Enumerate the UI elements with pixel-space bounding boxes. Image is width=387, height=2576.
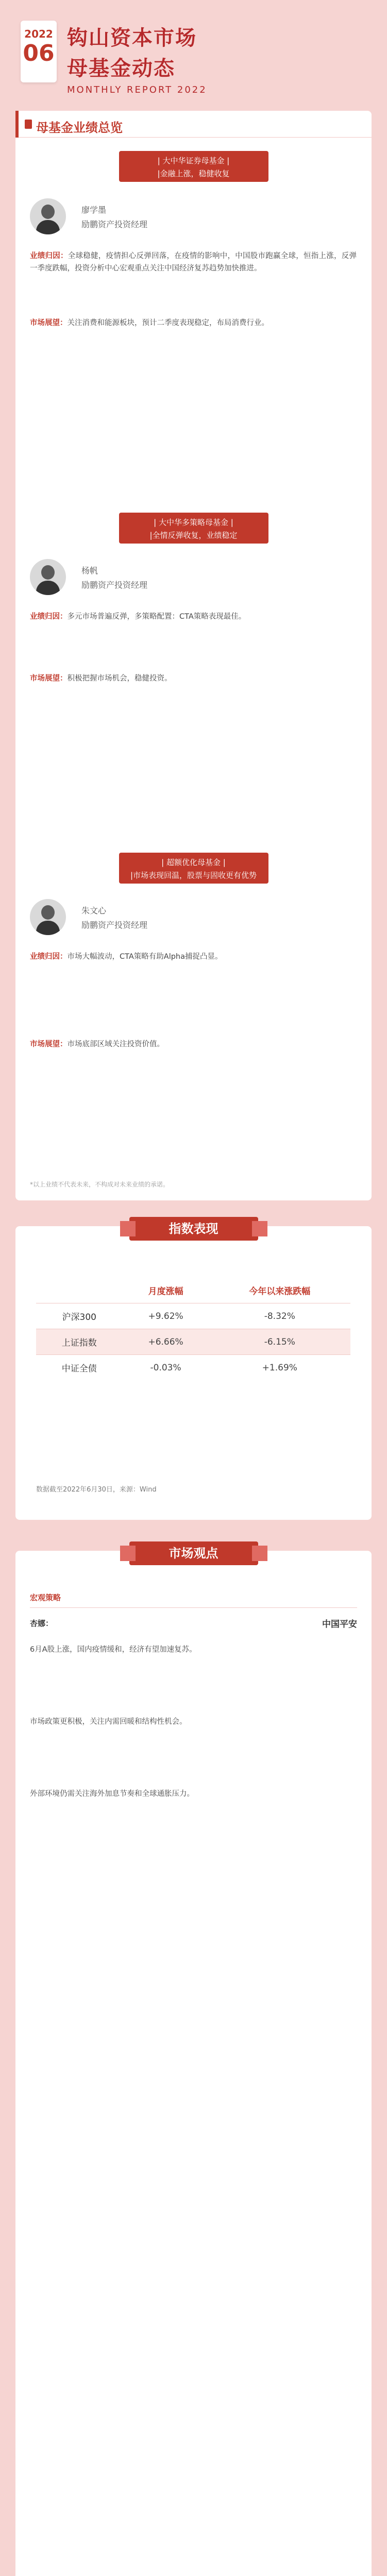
- performance-paragraph: 业绩归因：市场大幅波动，CTA策略有助Alpha捕捉凸显。: [30, 953, 223, 961]
- category-sub: |金融上涨，稳健收复: [157, 169, 230, 178]
- table-header: 今年以来涨跌幅: [249, 1286, 311, 1297]
- manager-name: 杨帆: [81, 566, 98, 575]
- index-name: 沪深300: [36, 1303, 123, 1329]
- section-title: 指数表现: [129, 1217, 258, 1241]
- index-name: 上证指数: [36, 1329, 123, 1355]
- divider: [30, 1607, 357, 1608]
- category-box: [119, 151, 268, 182]
- index-performance-card: [15, 1222, 372, 1520]
- table-header-row: [36, 1278, 350, 1303]
- date-badge: [21, 21, 57, 82]
- month-change: +6.66%: [123, 1329, 209, 1355]
- avatar: [30, 198, 66, 234]
- outlook-paragraph: 市场展望：关注消费和能源板块，预计二季度表现稳定，布局消费行业。: [30, 319, 269, 327]
- manager-role: 励鹏资产投资经理: [81, 580, 148, 590]
- company-logo: 中国平安: [322, 1619, 357, 1630]
- category-sub: |市场表现回温，股票与固收更有优势: [130, 871, 257, 880]
- disclaimer-note: *以上业绩不代表未来，不构成对未来业绩的承诺。: [30, 1181, 170, 1188]
- table-header: [36, 1278, 123, 1303]
- performance-paragraph: 业绩归因：多元市场普遍反弹，多策略配置：CTA策略表现最佳。: [30, 613, 246, 621]
- section-header: [15, 111, 372, 138]
- ytd-change: -8.32%: [209, 1303, 350, 1329]
- category-sub: |全情反弹收复，业绩稳定: [149, 531, 238, 540]
- outlook-paragraph: 市场展望：积极把握市场机会，稳健投资。: [30, 674, 172, 683]
- category-name: | 超额优化母基金 |: [161, 858, 226, 867]
- market-view-card: [15, 1546, 372, 2576]
- report-header: [0, 0, 387, 108]
- title-line2: 母基金动态: [67, 57, 175, 80]
- manager-info: [30, 899, 349, 940]
- view-paragraph: 外部环境仍需关注海外加息节奏和全球通胀压力。: [30, 1790, 194, 1798]
- report-title: [67, 22, 207, 95]
- manager-info: [30, 198, 349, 240]
- view-author: 杏娜：: [30, 1619, 54, 1628]
- category-box: [119, 853, 268, 884]
- table-row: [36, 1303, 350, 1329]
- ytd-change: -6.15%: [209, 1329, 350, 1355]
- avatar: [30, 899, 66, 935]
- section-icon: [25, 120, 32, 129]
- category-name: | 大中华证券母基金 |: [157, 156, 230, 165]
- report-year: 2022: [24, 28, 53, 40]
- index-name: 中证全债: [36, 1355, 123, 1381]
- month-change: +9.62%: [123, 1303, 209, 1329]
- ytd-change: +1.69%: [209, 1355, 350, 1381]
- section-title: 母基金业绩总览: [36, 121, 123, 135]
- report-month: 06: [23, 40, 55, 66]
- manager-info: [30, 559, 349, 600]
- manager-role: 励鹏资产投资经理: [81, 219, 148, 229]
- manager-role: 励鹏资产投资经理: [81, 920, 148, 930]
- title-line1: 钩山资本市场: [67, 26, 197, 50]
- index-table: [36, 1278, 350, 1380]
- table-header: 月度涨幅: [148, 1286, 183, 1297]
- outlook-paragraph: 市场展望：市场底部区域关注投资价值。: [30, 1040, 164, 1048]
- fund-performance-card: [15, 111, 372, 1200]
- view-paragraph: 6月A股上涨，国内疫情缓和，经济有望加速复苏。: [30, 1646, 197, 1654]
- view-label: 宏观策略: [30, 1593, 61, 1602]
- table-row: [36, 1355, 350, 1381]
- table-row: [36, 1329, 350, 1355]
- performance-paragraph: 业绩归因：全球稳健，疫情担心反弹回落，在疫情的影响中，中国股市跑赢全球，恒指上涨，反弹一季度跌幅，投资分析中心宏观重点关注中国经济复苏趋势加快推进。: [30, 252, 357, 273]
- month-change: -0.03%: [123, 1355, 209, 1381]
- data-source-note: 数据截至2022年6月30日，来源：Wind: [36, 1486, 157, 1494]
- manager-name: 朱文心: [81, 906, 107, 916]
- view-paragraph: 市场政策更积极，关注内需回暖和结构性机会。: [30, 1718, 187, 1726]
- category-name: | 大中华多策略母基金 |: [154, 518, 233, 527]
- avatar: [30, 559, 66, 595]
- manager-name: 廖学墨: [81, 205, 107, 215]
- section-title: 市场观点: [129, 1541, 258, 1565]
- section-bar: [15, 111, 19, 138]
- title-subtitle: MONTHLY REPORT 2022: [67, 84, 207, 95]
- category-box: [119, 513, 268, 544]
